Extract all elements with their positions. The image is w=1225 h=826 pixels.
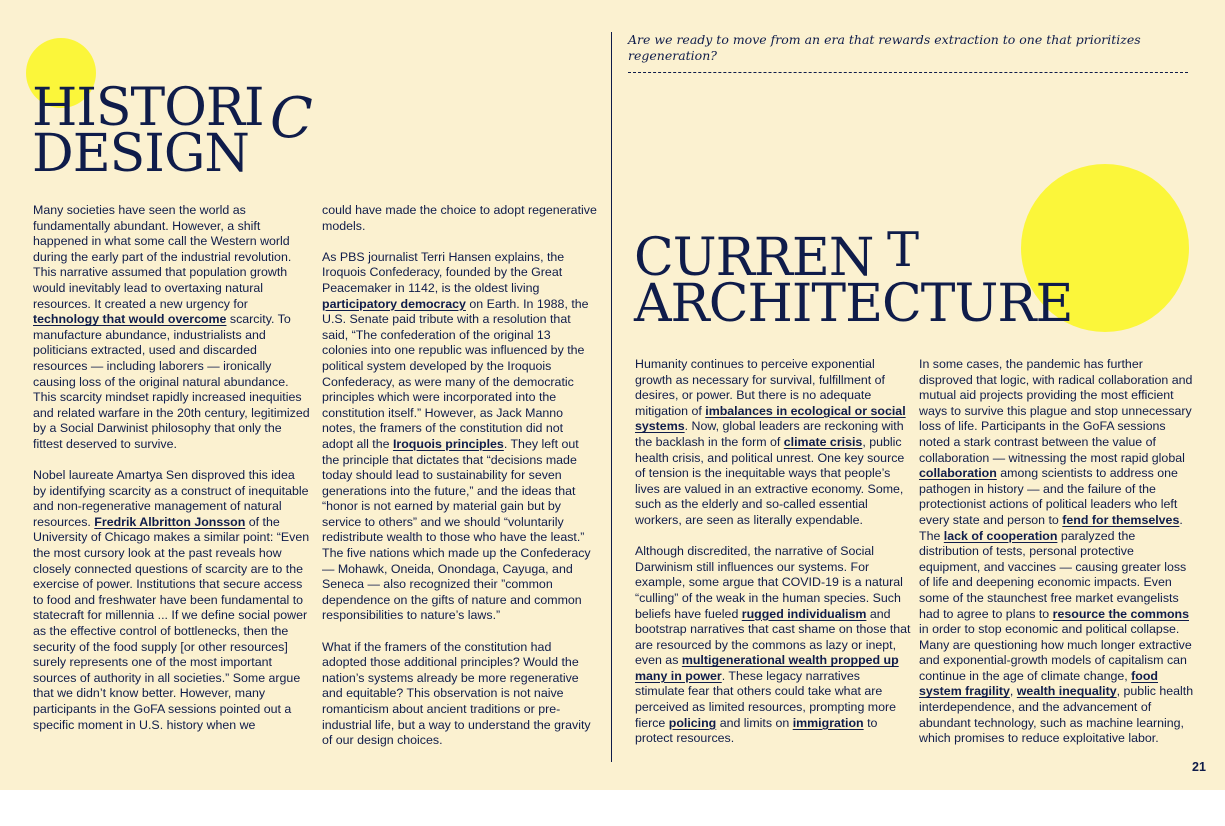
paragraph: Humanity continues to perceive exponential growth as necessary for survival, fulfillment of desires, or power. But there is no adequate mitigation of imbalances in ecological or social systems. Now, global leaders are reckoning with the backlash in the form of climate crisis, public health crisis, and political unrest. One key source of tension is the inequitable ways that people’s lives are valued in an extractive economy. Some, such as the elderly and so-called essential workers, are seen as literally expendable. (635, 357, 906, 527)
right-column-2 (919, 357, 1195, 762)
left-heading (32, 78, 264, 184)
pull-question: Are we ready to move from an era that rewards extraction to one that prioritizes regeneration? (628, 32, 1188, 73)
left-column-1 (33, 203, 311, 749)
inline-link[interactable]: resource the commons (1052, 606, 1189, 621)
inline-link[interactable]: food system fragility (919, 668, 1159, 699)
paragraph: What if the framers of the constitution had adopted those additional principles? Would the nation’s systems already be more regenerative and equitable? This observation is not naive romanticism about ancient traditions or pre-industrial life, but a way to understand the gravity of our design choices. (322, 639, 591, 748)
inline-link[interactable]: technology that would overcome (33, 312, 227, 327)
paragraph: In some cases, the pandemic has further disproved that logic, with radical collaboration and mutual aid projects providing the most efficient ways to survive this plague and stop unnecessary loss of life. Participants in the GoFA sessions noted a stark contrast between the value of collaboration — witnessing the most rapid global collaboration among scientists to address one pathogen in history — and the failure of the protectionist actions of political leaders who left every state and person to fend for themselves. The lack of cooperation paralyzed the distribution of tests, personal protective equipment, and vaccines — causing greater loss of life and deepening economic impacts. Even some of the staunchest free market evangelists had to agree to plans to resource the commons in order to stop economic and political collapse. Many are questioning how much longer extractive and exponential-growth models of capitalism can continue in the age of climate change, food system fragility, wealth inequality, public health interdependence, and the advancement of abundant technology, such as machine learning, which promises to reduce exploitative labor. (919, 357, 1194, 746)
inline-link[interactable]: Fredrik Albritton Jonsson (94, 514, 246, 529)
inline-link[interactable]: wealth inequality (1016, 684, 1117, 699)
inline-link[interactable]: participatory democracy (322, 296, 466, 311)
right-column-1 (635, 357, 911, 762)
left-heading-cap: C (270, 86, 313, 151)
inline-link[interactable]: immigration (792, 715, 864, 730)
paragraph: Nobel laureate Amartya Sen disproved this idea by identifying scarcity as a construct of inequitable and non-regenerative management of natural resources. Fredrik Albritton Jonsson of the University of Chicago makes a similar point: “Even the most cursory look at the past reveals how closely connected questions of scarcity are to the exercise of power. Institutions that secure access to food and freshwater have been fundamental to statecraft for millennia ... If we define social power as the effective control of bottlenecks, then the security of the food supply [or other resources] surely represents one of the most important sources of authority in all societies.” Some argue that we didn’t know better. However, many participants in the GoFA sessions pointed out a specific moment in U.S. history when we (33, 468, 310, 732)
paragraph: Many societies have seen the world as fundamentally abundant. However, a shift happened in what some call the Western world during the early part of the industrial revolution. This narrative assumed that population growth would inevitably lead to overtaxing natural resources. It created a new urgency for technology that would overcome scarcity. To manufacture abundance, industrialists and politicians extracted, used and discarded resources — including laborers — ironically causing loss of the original natural abundance. This scarcity mindset rapidly increased inequities and related warfare in the 20th century, legitimized by a Social Darwinist philosophy that only the fittest deserved to survive. (33, 203, 310, 451)
inline-link[interactable]: multigenerational wealth propped up many in power (635, 653, 899, 683)
column-divider (611, 32, 612, 762)
inline-link[interactable]: policing (668, 715, 717, 730)
page-number: 21 (1192, 760, 1206, 774)
inline-link[interactable]: imbalances in ecological or social systems (635, 403, 906, 434)
inline-link[interactable]: climate crisis (783, 434, 863, 449)
paragraph: could have made the choice to adopt regenerative models. (322, 203, 597, 233)
left-column-2 (322, 203, 597, 764)
inline-link[interactable]: Iroquois principles (392, 436, 504, 451)
right-heading-line2: ARCHITECTURE (634, 273, 1073, 334)
inline-link[interactable]: fend for themselves (1062, 512, 1180, 527)
inline-link[interactable]: collaboration (919, 466, 997, 481)
inline-link[interactable]: rugged individualism (741, 606, 867, 621)
paragraph: As PBS journalist Terri Hansen explains, the Iroquois Confederacy, founded by the Great Peacemaker in 1142, is the oldest living participatory democracy on Earth. In 1988, the U.S. Senate paid tribute with a resolution that said, “The confederation of the original 13 colonies into one republic was influenced by the political system developed by the Iroquois Confederacy, as were many of the democratic principles which were incorporated into the constitution itself.” However, as Jack Manno notes, the framers of the constitution did not adopt all the Iroquois principles. They left out the principle that dictates that “decisions made today should lead to sustainability for seven generations into the future,” and the ideas that “honor is not earned by material gain but by service to others” and we should “voluntarily redistribute wealth to those who have the least.” The five nations which made up the Confederacy — Mohawk, Oneida, Onondaga, Cayuga, and Seneca — also recognized their ”common dependence on the gifts of nature and common responsibilities to nature’s laws.” (322, 249, 591, 623)
right-heading (634, 228, 1073, 334)
inline-link[interactable]: lack of cooperation (943, 528, 1058, 543)
paragraph: Although discredited, the narrative of Social Darwinism still influences our systems. For example, some argue that COVID-19 is a natural “culling” of the weak in the human species. Such beliefs have fueled rugged individualism and bootstrap narratives that cast shame on those that are resourced by the commons as lazy or inept, even as multigenerational wealth propped up many in power. These legacy narratives stimulate fear that others could take what are perceived as limited resources, prompting more fierce policing and limits on immigration to protect resources. (635, 544, 911, 746)
right-heading-line1: CURREN (634, 228, 874, 288)
left-heading-line2: DESIGN (32, 123, 249, 184)
left-heading-line1: HISTORI (32, 78, 264, 138)
right-heading-cap: T (887, 222, 920, 278)
